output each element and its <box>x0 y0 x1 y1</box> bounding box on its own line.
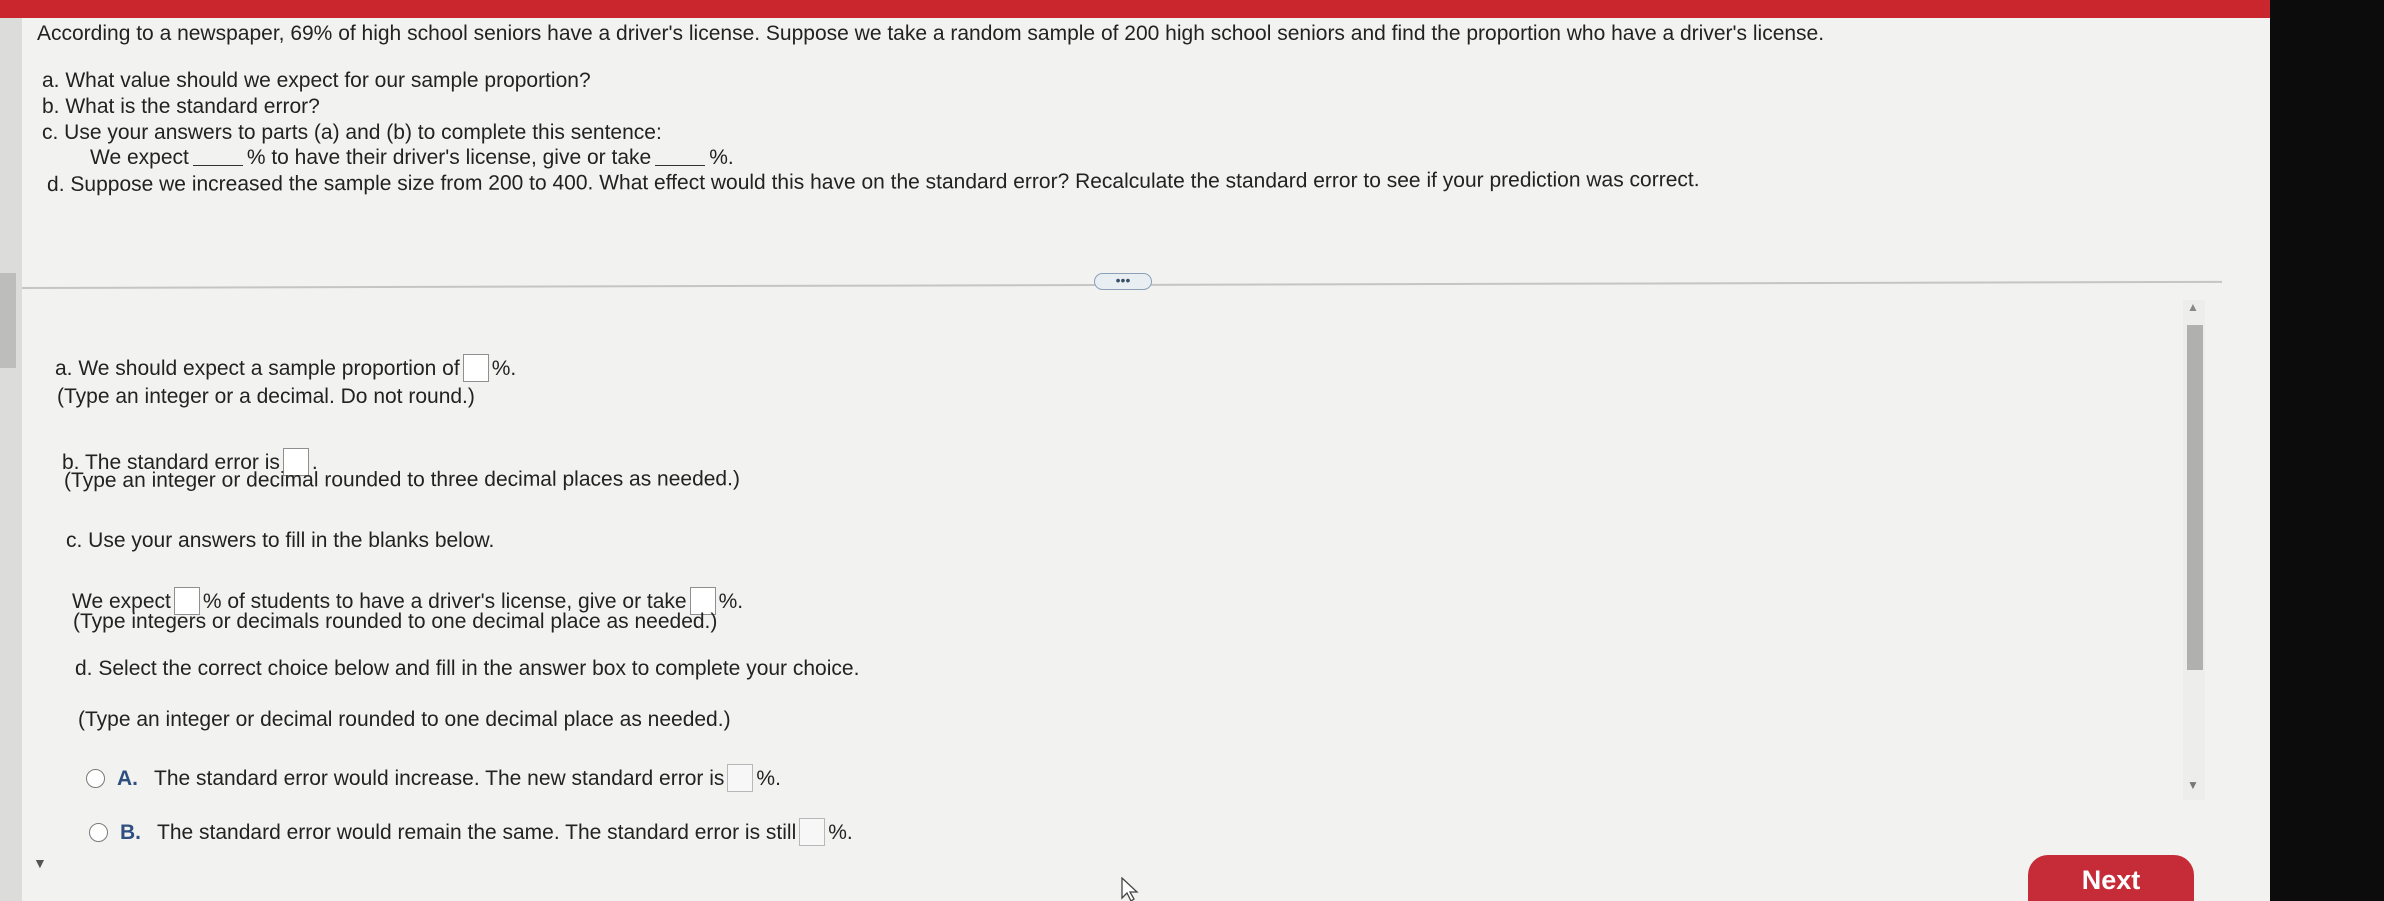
answer-a-label: a. We should expect a sample proportion of <box>55 357 460 380</box>
answer-b-suffix: . <box>311 451 318 474</box>
answer-b-label: b. The standard error is <box>62 451 280 474</box>
answer-a-input[interactable] <box>463 354 489 382</box>
choice-b-input[interactable] <box>799 818 825 846</box>
answer-a-suffix: %. <box>491 357 517 380</box>
answer-a-hint: (Type an integer or a decimal. Do not round.) <box>57 385 475 408</box>
choice-b-suffix: %. <box>828 821 853 844</box>
choice-b-letter: B. <box>120 821 141 844</box>
choice-a-row[interactable] <box>86 764 781 792</box>
part-c-mid: % to have their driver's license, give or take <box>246 146 652 169</box>
blank-line <box>655 149 705 166</box>
choice-b-radio[interactable] <box>89 823 108 842</box>
choice-a-text: The standard error would increase. The new standard error is <box>154 767 725 790</box>
part-c-end: %. <box>709 146 734 169</box>
answer-c-mid: % of students to have a driver's license, give or take <box>202 590 687 613</box>
answer-c-expect: We expect <box>72 590 171 613</box>
expand-more-button[interactable]: ••• <box>1094 273 1152 290</box>
answer-d-hint: (Type an integer or decimal rounded to one decimal place as needed.) <box>78 708 731 731</box>
left-gutter-block <box>0 273 16 368</box>
answer-c-label: c. Use your answers to fill in the blanks below. <box>66 529 495 552</box>
scrollbar-thumb[interactable] <box>2187 325 2203 670</box>
question-part-b: b. What is the standard error? <box>42 95 320 118</box>
question-part-d: d. Suppose we increased the sample size from 200 to 400. What effect would this have on the standard error? Recalculate the standard error to see if your prediction was correct. <box>46 168 1700 196</box>
choice-b-text: The standard error would remain the same. The standard error is still <box>157 821 797 844</box>
answer-d-label: d. Select the correct choice below and fill in the answer box to complete your choice. <box>75 657 860 680</box>
blank-line <box>193 149 243 166</box>
choice-b-row[interactable] <box>89 818 853 846</box>
question-part-c: c. Use your answers to parts (a) and (b) to complete this sentence: <box>42 121 662 144</box>
question-part-a: a. What value should we expect for our sample proportion? <box>42 69 591 92</box>
question-part-c-sentence <box>90 147 734 168</box>
choice-a-radio[interactable] <box>86 769 105 788</box>
dark-bezel <box>2270 0 2384 901</box>
question-intro: According to a newspaper, 69% of high school seniors have a driver's license. Suppose we take a random sample of 200 high school seniors and find the proportion who have a driver's license. <box>37 22 1825 45</box>
part-c-expect: We expect <box>90 146 189 169</box>
left-scroll-down-arrow-icon[interactable]: ▼ <box>33 855 47 871</box>
choice-a-suffix: %. <box>756 767 781 790</box>
answer-b-hint: (Type an integer or decimal rounded to three decimal places as needed.) <box>63 467 740 492</box>
top-red-bar <box>0 0 2270 18</box>
scroll-up-arrow-icon[interactable]: ▲ <box>2187 300 2199 314</box>
left-gutter <box>0 18 22 901</box>
next-button[interactable]: Next <box>2028 855 2194 901</box>
answer-c-end: %. <box>718 590 744 613</box>
choice-a-letter: A. <box>117 767 138 790</box>
answer-c-hint: (Type integers or decimals rounded to one decimal place as needed.) <box>73 610 718 633</box>
mouse-cursor-icon <box>1120 877 1142 901</box>
choice-a-input[interactable] <box>727 764 753 792</box>
scroll-down-arrow-icon[interactable]: ▼ <box>2187 778 2199 792</box>
answer-a-line <box>55 354 516 382</box>
